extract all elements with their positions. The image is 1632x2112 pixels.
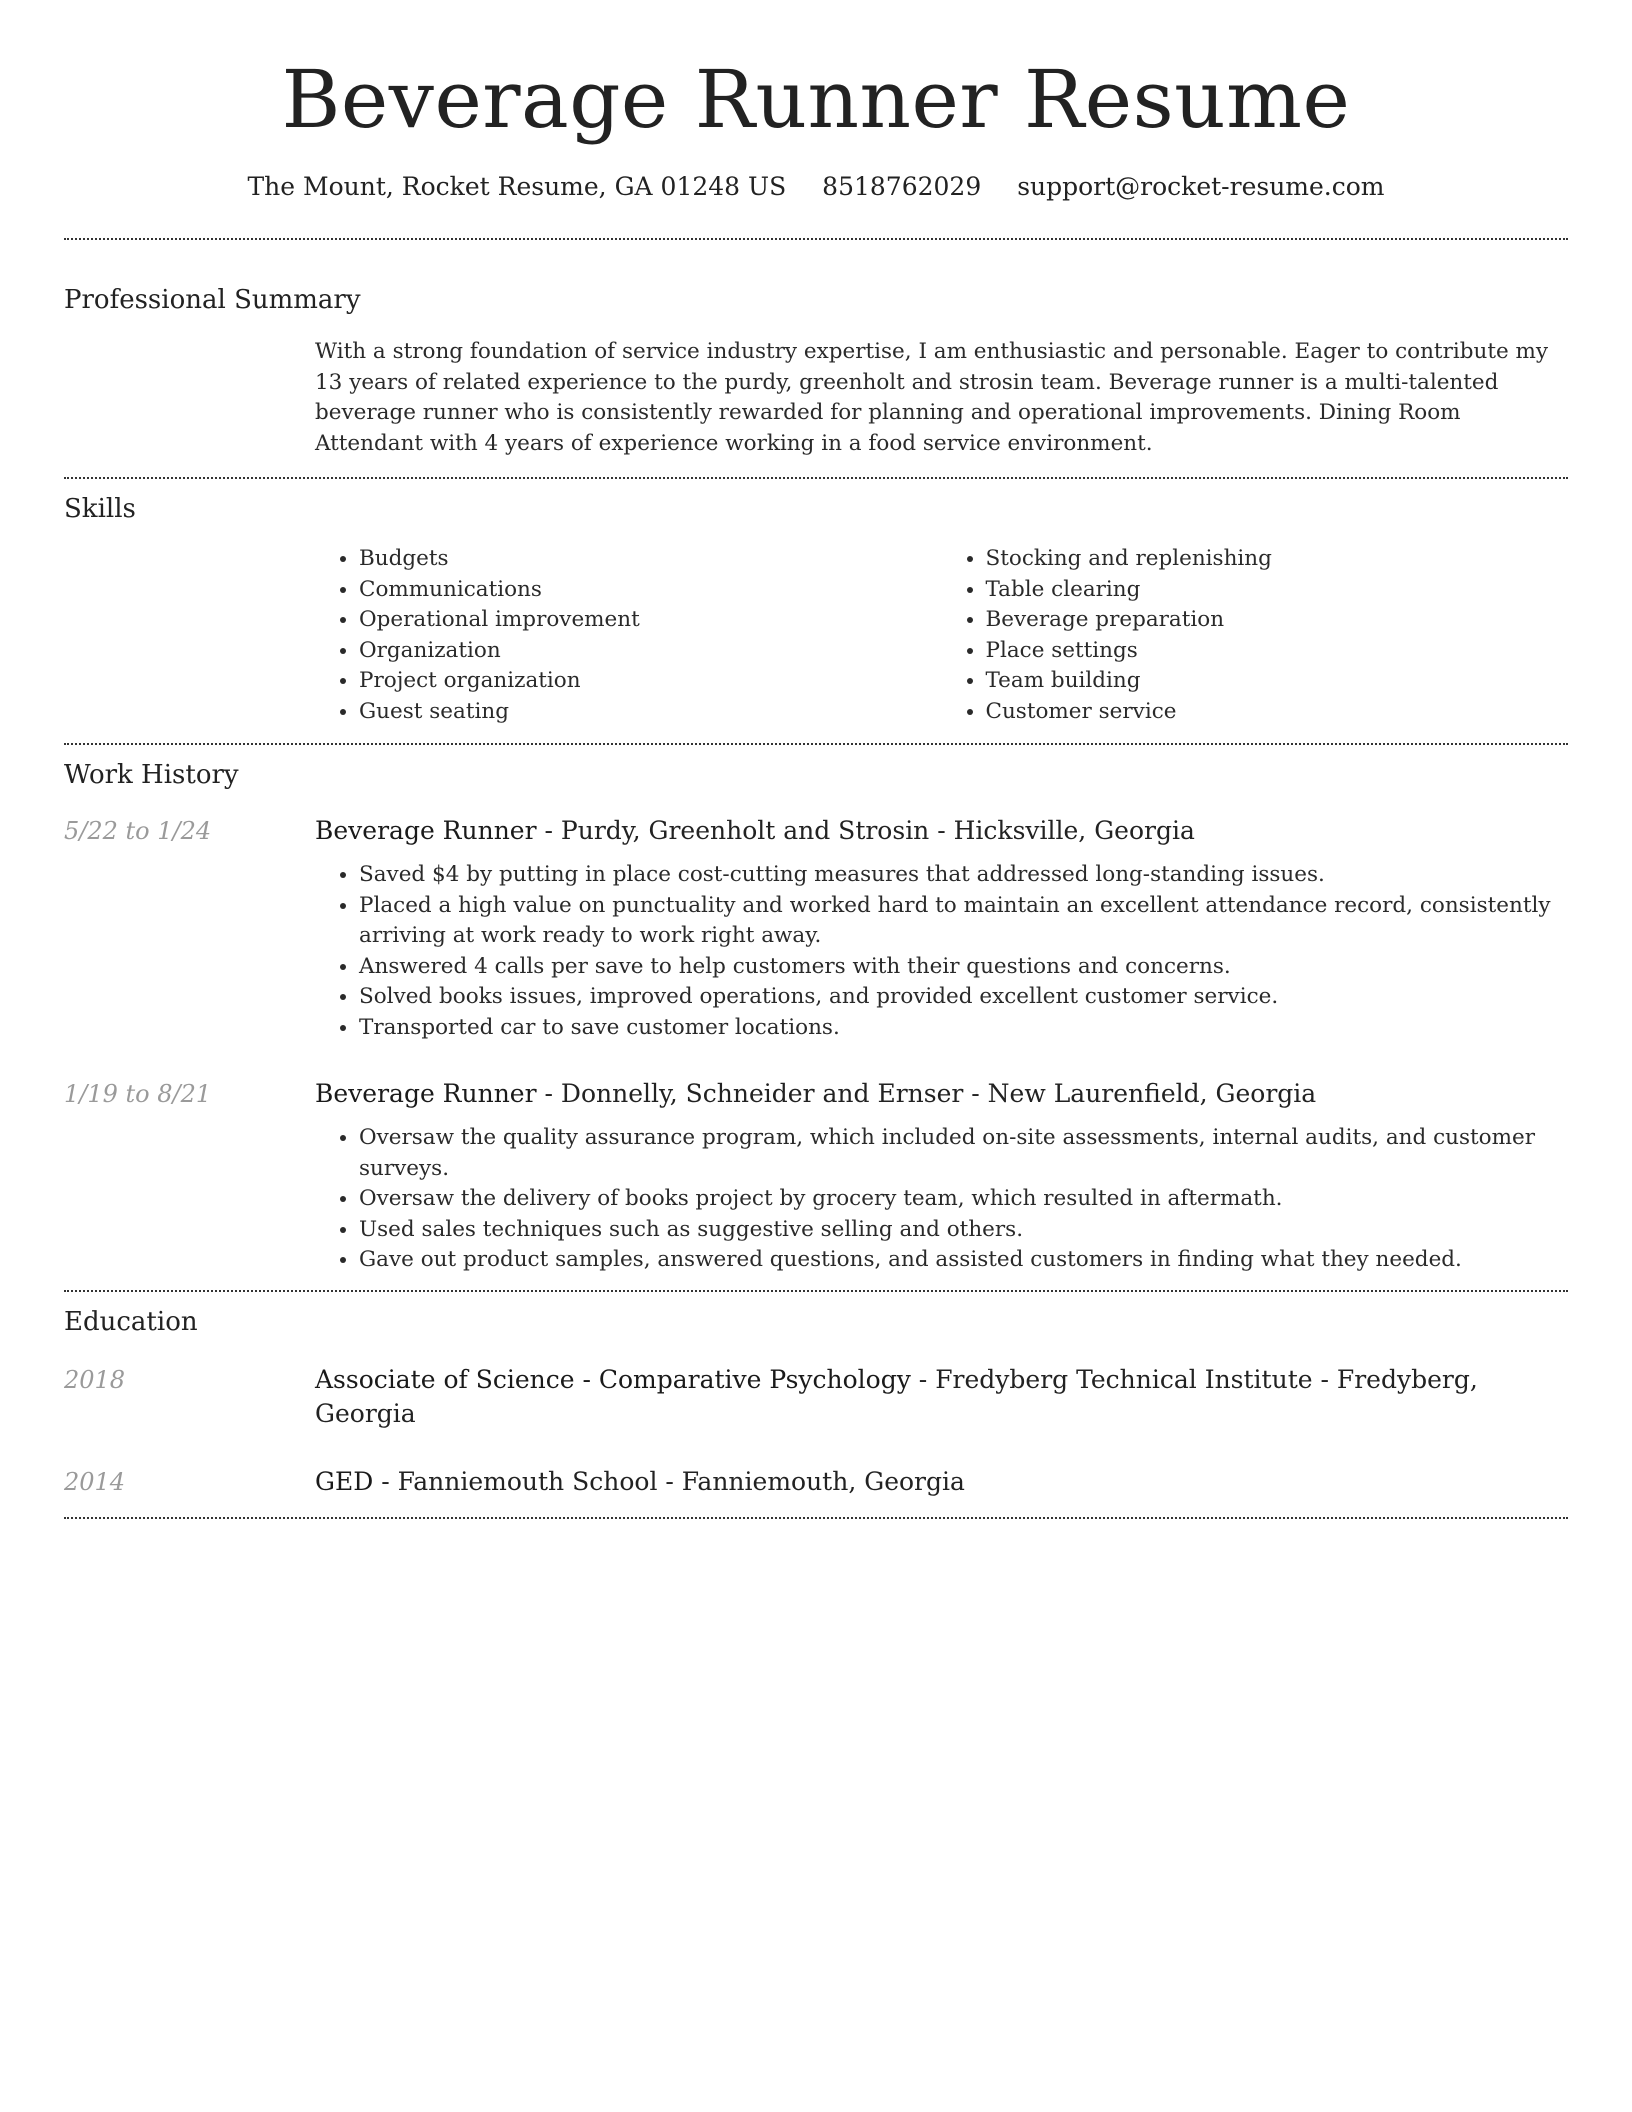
contact-line xyxy=(64,170,1568,204)
job-bullet: • Oversaw the quality assurance program, which included on-site assessments, internal audits, and customer surveys. xyxy=(359,1123,1568,1184)
job-details: - Purdy, Greenholt and Strosin - Hicksville, Georgia xyxy=(536,816,1195,845)
contact-address: The Mount, Rocket Resume, GA 01248 US xyxy=(247,172,787,201)
job-entry xyxy=(64,1077,1568,1276)
education-year: 2014 xyxy=(64,1467,126,1496)
education-degree: Associate of Science - Comparative Psychology xyxy=(315,1364,911,1394)
skills-grid xyxy=(315,544,1568,727)
job-bullet: • Oversaw the delivery of books project by grocery team, which resulted in aftermath. xyxy=(359,1184,1568,1215)
education-degree: GED xyxy=(315,1466,374,1496)
job-role: Beverage Runner xyxy=(315,816,537,845)
education-school: - Fanniemouth School - Fanniemouth, Georgia xyxy=(373,1466,965,1496)
work-history-section xyxy=(64,745,1568,1276)
contact-email: support@rocket-resume.com xyxy=(1017,172,1385,201)
skill-item: • Beverage preparation xyxy=(986,605,1569,636)
job-bullets xyxy=(315,860,1568,1043)
skill-item: • Table clearing xyxy=(986,575,1569,606)
resume-header xyxy=(64,0,1568,204)
job-dates: 5/22 to 1/24 xyxy=(64,817,212,845)
skill-item: • Communications xyxy=(359,575,942,606)
skill-item: • Stocking and replenishing xyxy=(986,544,1569,575)
education-school: - Fredyberg Technical Institute - Fredyberg, Georgia xyxy=(315,1364,1478,1428)
section-divider xyxy=(64,1517,1568,1519)
job-bullet: • Transported car to save customer locations. xyxy=(359,1013,1568,1044)
education-details xyxy=(315,1465,1568,1499)
skill-item: • Guest seating xyxy=(359,697,942,728)
contact-phone: 8518762029 xyxy=(822,172,982,201)
education-section xyxy=(64,1292,1568,1499)
education-details xyxy=(315,1363,1568,1431)
job-details: - Donnelly, Schneider and Ernser - New Laurenfield, Georgia xyxy=(536,1079,1317,1108)
section-title-skills: Skills xyxy=(64,494,136,524)
skills-list-left xyxy=(315,544,942,727)
professional-summary-section xyxy=(64,240,1568,459)
job-title xyxy=(315,814,1568,848)
section-title-work: Work History xyxy=(64,760,239,790)
skill-item: • Organization xyxy=(359,636,942,667)
resume-title: Beverage Runner Resume xyxy=(281,53,1351,146)
job-bullet: • Placed a high value on punctuality and worked hard to maintain an excellent attendance record, consistently arriving at work ready to work right away. xyxy=(359,891,1568,952)
skill-item: • Customer service xyxy=(986,697,1569,728)
skill-item: • Team building xyxy=(986,666,1569,697)
section-title-summary: Professional Summary xyxy=(64,285,361,315)
job-bullet: • Used sales techniques such as suggestive selling and others. xyxy=(359,1215,1568,1246)
job-dates: 1/19 to 8/21 xyxy=(64,1080,212,1108)
skill-item: • Operational improvement xyxy=(359,605,942,636)
education-entry xyxy=(64,1363,1568,1431)
job-bullet: • Answered 4 calls per save to help customers with their questions and concerns. xyxy=(359,952,1568,983)
job-role: Beverage Runner xyxy=(315,1079,537,1108)
skills-list-right xyxy=(942,544,1569,727)
section-title-education: Education xyxy=(64,1306,198,1337)
education-year: 2018 xyxy=(64,1365,126,1394)
education-entry xyxy=(64,1465,1568,1499)
job-bullet: • Saved $4 by putting in place cost-cutting measures that addressed long-standing issues. xyxy=(359,860,1568,891)
skills-section xyxy=(64,479,1568,727)
job-bullet: • Gave out product samples, answered questions, and assisted customers in finding what they needed. xyxy=(359,1245,1568,1276)
job-title xyxy=(315,1077,1568,1111)
job-bullet: • Solved books issues, improved operations, and provided excellent customer service. xyxy=(359,982,1568,1013)
skill-item: • Place settings xyxy=(986,636,1569,667)
summary-text: With a strong foundation of service industry expertise, I am enthusiastic and personable. Eager to contribute my 13 years of related experience to the purdy, greenholt and strosin team. Beverage runner is a multi-talented beverage runner who is consistently rewarded for planning and operational improvements. Dining Room Attendant with 4 years of experience working in a food service environment. xyxy=(315,339,1549,456)
job-bullets xyxy=(315,1123,1568,1276)
skill-item: • Budgets xyxy=(359,544,942,575)
skill-item: • Project organization xyxy=(359,666,942,697)
job-entry xyxy=(64,814,1568,1043)
